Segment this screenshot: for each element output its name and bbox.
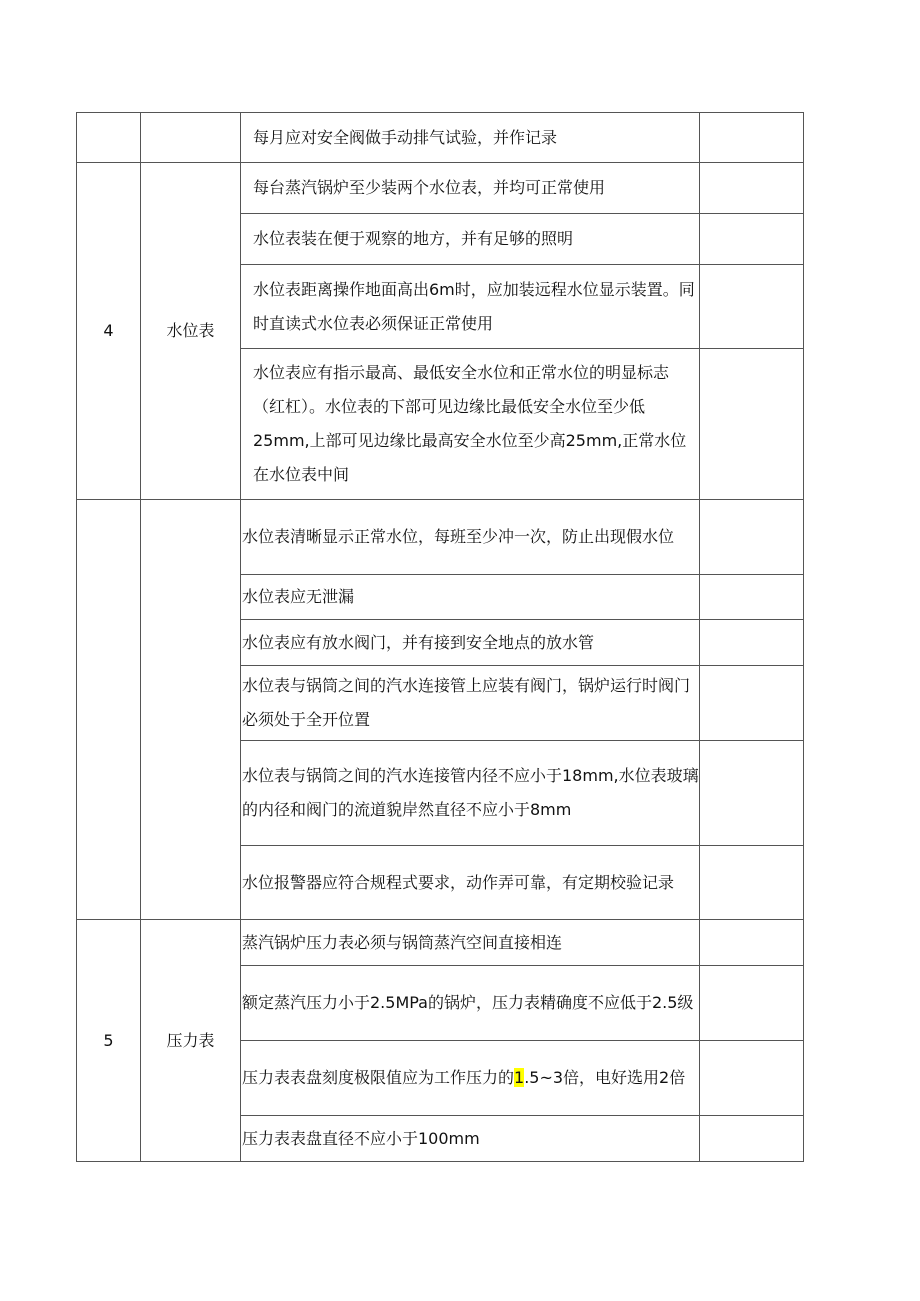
requirement-text: 蒸汽锅炉压力表必须与锅筒蒸汽空间直接相连: [241, 920, 700, 966]
item-name: [141, 113, 241, 163]
result-cell: [700, 113, 804, 163]
table-row: [77, 920, 804, 966]
requirement-text-part: .5~3倍，电好选用2倍: [524, 1068, 686, 1087]
highlighted-text: 1: [514, 1068, 525, 1087]
requirement-text: 水位表距离操作地面高出6m时，应加装远程水位显示装置。同时直读式水位表必须保证正常使用: [241, 265, 700, 349]
item-name: 水位表: [141, 163, 241, 500]
item-number: 4: [77, 163, 141, 500]
requirement-text: 水位报警器应符合规程式要求，动作弄可靠，有定期校验记录: [241, 846, 700, 920]
requirement-text: 水位表清晰显示正常水位，每班至少冲一次，防止出现假水位: [241, 500, 700, 575]
requirement-text: 每台蒸汽锅炉至少装两个水位表，并均可正常使用: [241, 163, 700, 214]
item-number: [77, 500, 141, 920]
item-number: [77, 113, 141, 163]
table-row: [77, 500, 804, 575]
item-name: [141, 500, 241, 920]
table-row: [77, 163, 804, 214]
result-cell: [700, 265, 804, 349]
requirement-text: 水位表应有放水阀门，并有接到安全地点的放水管: [241, 620, 700, 666]
requirement-text: 水位表应无泄漏: [241, 575, 700, 620]
result-cell: [700, 500, 804, 575]
result-cell: [700, 1041, 804, 1116]
requirement-text: 水位表与锅筒之间的汽水连接管上应装有阀门，锅炉运行时阀门必须处于全开位置: [241, 666, 700, 741]
requirement-text: 水位表与锅筒之间的汽水连接管内径不应小于18mm,水位表玻璃的内径和阀门的流道貌岸然直径不应小于8mm: [241, 741, 700, 846]
table-row: [77, 113, 804, 163]
requirement-text: 压力表表盘直径不应小于100mm: [241, 1116, 700, 1162]
requirement-text: 水位表应有指示最高、最低安全水位和正常水位的明显标志（红杠）。水位表的下部可见边缘比最低安全水位至少低25mm,上部可见边缘比最高安全水位至少高25mm,正常水位在水位表中间: [241, 349, 700, 500]
requirement-text: 水位表装在便于观察的地方，并有足够的照明: [241, 214, 700, 265]
result-cell: [700, 163, 804, 214]
requirement-text-part: 压力表表盘刻度极限值应为工作压力的: [242, 1068, 515, 1087]
result-cell: [700, 846, 804, 920]
item-number: 5: [77, 920, 141, 1162]
item-name: 压力表: [141, 920, 241, 1162]
requirement-text: 额定蒸汽压力小于2.5MPa的锅炉，压力表精确度不应低于2.5级: [241, 966, 700, 1041]
result-cell: [700, 214, 804, 265]
result-cell: [700, 741, 804, 846]
requirement-text: [241, 1041, 700, 1116]
result-cell: [700, 349, 804, 500]
result-cell: [700, 1116, 804, 1162]
inspection-table: [76, 112, 804, 1162]
result-cell: [700, 666, 804, 741]
requirement-text: 每月应对安全阀做手动排气试验，并作记录: [241, 113, 700, 163]
result-cell: [700, 575, 804, 620]
result-cell: [700, 920, 804, 966]
result-cell: [700, 620, 804, 666]
result-cell: [700, 966, 804, 1041]
